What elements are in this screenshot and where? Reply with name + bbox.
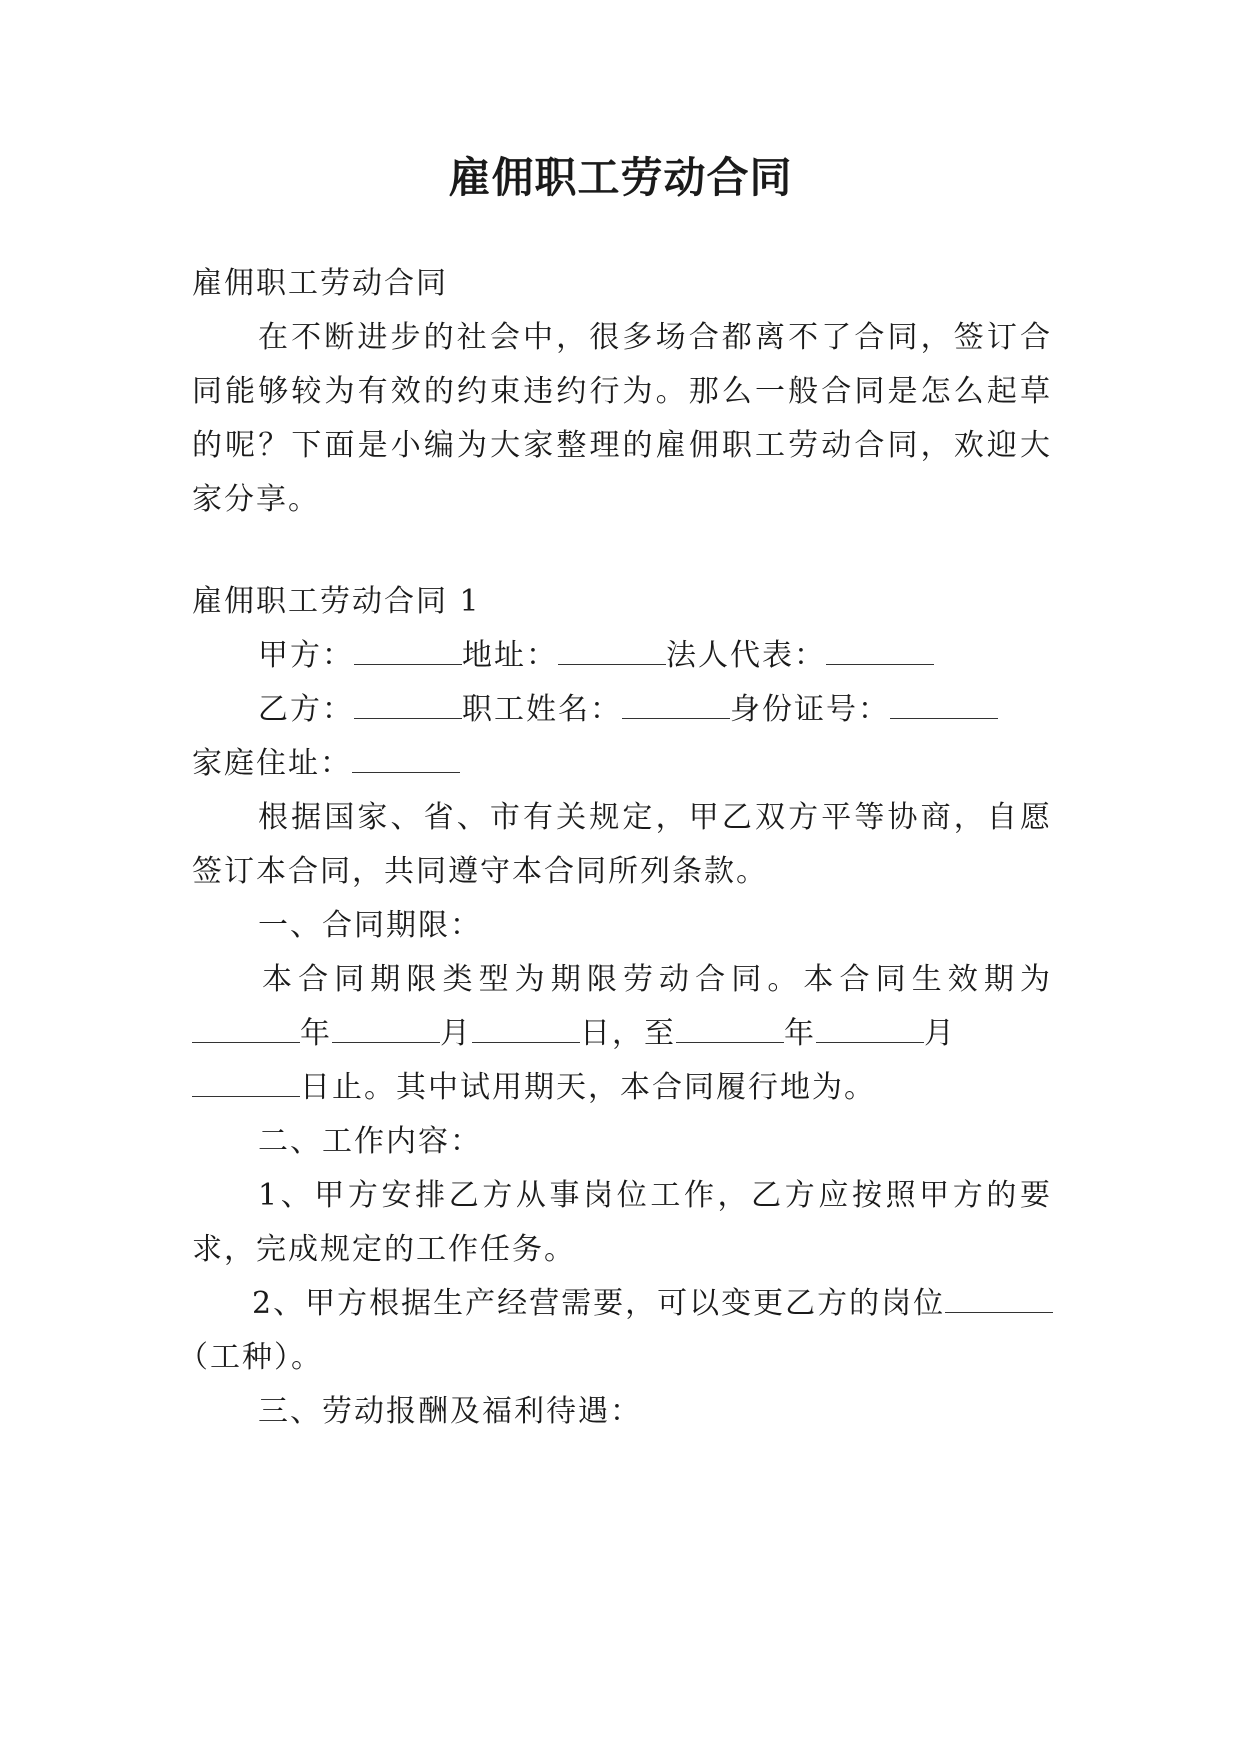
work-item-line: 1、甲方安排乙方从事岗位工作，乙方应按照甲方的要 [258,1178,1052,1213]
work-item-line: 求，完成规定的工作任务。 [192,1232,576,1267]
basis-line: 根据国家、省、市有关规定，甲乙双方平等协商，自愿 [258,800,1052,835]
party-b-blank [354,690,462,719]
work-item-2-line [252,1282,1046,1326]
basis-line: 签订本合同，共同遵守本合同所列条款。 [192,854,768,889]
party-a-blank [354,636,462,665]
home-address-line [192,742,1052,786]
start-month-blank [332,1014,440,1043]
document-title: 雇佣职工劳动合同 [448,153,793,202]
id-number-blank [890,690,998,719]
to-label: 至 [644,1016,676,1051]
home-address-label: 家庭住址： [192,746,352,781]
work-heading: 二、工作内容： [258,1124,482,1159]
pay-heading: 三、劳动报酬及福利待遇： [258,1394,642,1429]
home-address-blank [352,744,460,773]
start-day-blank [472,1014,580,1043]
end-day-blank [192,1068,300,1097]
intro-line: 家分享。 [192,482,320,517]
term-end-text: 日止。其中试用期天，本合同履行地为。 [300,1070,876,1105]
party-b-label: 乙方： [258,692,354,727]
end-year-blank [676,1014,784,1043]
year-label: 年 [784,1016,816,1051]
id-number-label: 身份证号： [730,692,890,727]
job-position-blank [945,1284,1053,1313]
term-heading: 一、合同期限： [258,908,482,943]
start-year-blank [192,1014,300,1043]
employee-name-blank [622,690,730,719]
intro-line: 的呢？下面是小编为大家整理的雇佣职工劳动合同，欢迎大 [192,428,1052,463]
end-month-blank [816,1014,924,1043]
term-dates-line [192,1012,1052,1056]
year-label: 年 [300,1016,332,1051]
party-b-line [258,688,1052,732]
month-label: 月 [440,1016,472,1051]
term-line: 本合同期限类型为期限劳动合同。本合同生效期为 [262,962,1052,997]
subtitle: 雇佣职工劳动合同 [192,266,448,301]
section-heading: 雇佣职工劳动合同 1 [192,584,481,619]
employee-name-label: 职工姓名： [462,692,622,727]
work-item-line: （工种）。 [178,1340,323,1375]
legal-rep-blank [826,636,934,665]
day-label: 日， [580,1016,644,1051]
work-item-2-text: 2、甲方根据生产经营需要，可以变更乙方的岗位 [252,1286,946,1321]
party-a-line [258,634,1052,678]
legal-rep-label: 法人代表： [666,638,826,673]
address-blank [558,636,666,665]
party-a-label: 甲方： [258,638,354,673]
term-end-line [192,1066,1052,1110]
intro-line: 在不断进步的社会中，很多场合都离不了合同，签订合 [258,320,1052,355]
address-label: 地址： [462,638,558,673]
intro-line: 同能够较为有效的约束违约行为。那么一般合同是怎么起草 [192,374,1052,409]
month-label: 月 [924,1016,956,1051]
